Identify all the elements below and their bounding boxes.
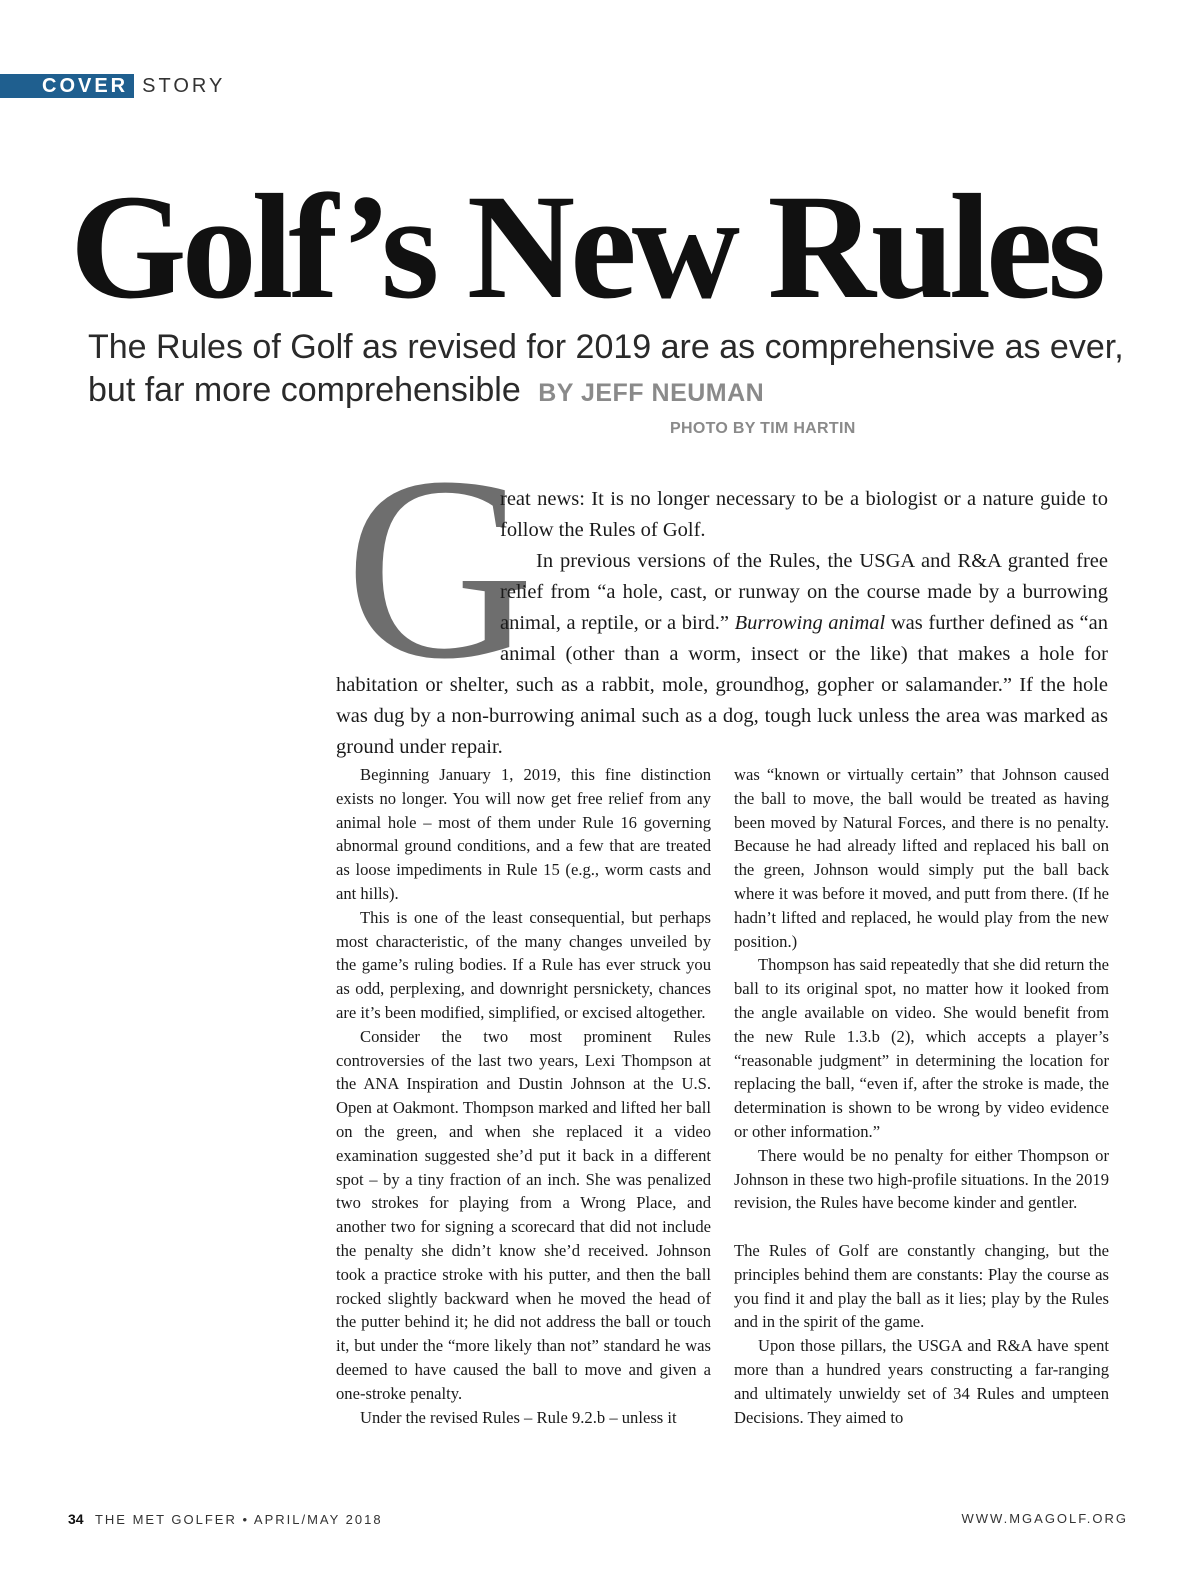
article-intro (336, 484, 1108, 763)
intro-p2-text-a: In previous versions of the Rules, the USGA and R&A granted free relief from “a hole, cast, or runway on the course made by a burrowing animal, a reptile, or a bird.” (500, 550, 1108, 634)
publication-info: THE MET GOLFER • APRIL/MAY 2018 (94, 1512, 383, 1527)
body-paragraph: Under the revised Rules – Rule 9.2.b – unless it (360, 1407, 677, 1427)
website-link[interactable]: WWW.MGAGOLF.ORG (961, 1511, 1128, 1526)
page-number: 34 (68, 1511, 84, 1527)
byline: BY JEFF NEUMAN (538, 379, 765, 407)
intro-paragraph-1: reat news: It is no longer necessary to be a biologist or a nature guide to follow the Rules of Golf. (500, 488, 1108, 541)
page-footer-left (68, 1511, 383, 1527)
intro-paragraph-2 (336, 546, 1108, 763)
photo-credit: PHOTO BY TIM HARTIN (670, 420, 856, 437)
drop-cap-spacer (336, 546, 500, 670)
intro-p2-text-b: was further defined as “an animal (other than a worm, insect or the like) that makes a hole for habitation or shelter, such as a rabbit, mole, groundhog, gopher or salamander.” If the hole was dug by a non-burrowing animal such as a dog, tough luck unless the area was marked as ground under repair. (336, 612, 1108, 758)
article-deck (88, 326, 1128, 415)
body-paragraph-continued: was “known or virtually certain” that Johnson caused the ball to move, the ball would be treated as having been moved by Natural Forces, and there is no penalty. Because he had already lifted and replaced his ball on the green, Johnson would simply put the ball back where it was before it moved, and putt from there. (If he hadn’t lifted and replaced, he would play from the new position.) (734, 765, 1109, 951)
body-paragraph: Beginning January 1, 2019, this fine distinction exists no longer. You will now get free relief from any animal hole – most of them under Rule 16 governing abnormal ground conditions, and a few that are treated as loose impediments in Rule 15 (e.g., worm casts and ant hills). (336, 765, 711, 903)
body-paragraph: Thompson has said repeatedly that she did return the ball to its original spot, no matter how it looked from the angle available on video. She would benefit from the new Rule 1.3.b (2), which accepts a player’s “reasonable judgment” in determining the location for replacing the ball, “even if, after the stroke is made, the determination is shown to be wrong by video evidence or other information.” (734, 955, 1109, 1141)
article-headline: Golf’s New Rules (70, 164, 1101, 330)
drop-cap: G (345, 423, 535, 713)
section-break (734, 1215, 1109, 1239)
body-paragraph: There would be no penalty for either Thompson or Johnson in these two high-profile situations. In the 2019 revision, the Rules have become kinder and gentler. (734, 1145, 1109, 1213)
article-column-right (734, 763, 1109, 1429)
body-paragraph: This is one of the least consequential, but perhaps most characteristic, of the many changes unveiled by the game’s ruling bodies. If a Rule has ever struck you as odd, perplexing, and downright persnickety, chances are it’s been modified, simplified, or excised altogether. (336, 907, 711, 1022)
kicker-label: STORY (142, 75, 226, 97)
article-column-left (336, 763, 711, 1429)
section-kicker (0, 74, 225, 98)
kicker-highlight: COVER (0, 74, 134, 98)
section-lead-paragraph: The Rules of Golf are constantly changing, but the principles behind them are constants: Play the course as you find it and play the ball as it lies; play by the Rules and in the spirit of the game. (734, 1240, 1109, 1332)
intro-p2-italic: Burrowing animal (734, 612, 886, 634)
body-paragraph: Upon those pillars, the USGA and R&A have spent more than a hundred years constructing a far-ranging and ultimately unwieldy set of 34 Rules and umpteen Decisions. They aimed to (734, 1336, 1109, 1427)
body-paragraph: Consider the two most prominent Rules controversies of the last two years, Lexi Thompson at the ANA Inspiration and Dustin Johnson at the U.S. Open at Oakmont. Thompson marked and lifted her ball on the green, and when she replaced it a video examination suggested she’d put it back in a different spot – by a tiny fraction of an inch. She was penalized two strokes for playing from a Wrong Place, and another two for signing a scorecard that did not include the penalty she didn’t know she’d received. Johnson took a practice stroke with his putter, and then the ball rocked slightly backward when he moved the head of the putter behind it; he did not address the ball or touch it, but under the “more likely than not” standard he was deemed to have caused the ball to move and given a one-stroke penalty. (336, 1026, 711, 1403)
deck-text: The Rules of Golf as revised for 2019 are as comprehensive as ever, but far more comprehensible (88, 328, 1124, 409)
